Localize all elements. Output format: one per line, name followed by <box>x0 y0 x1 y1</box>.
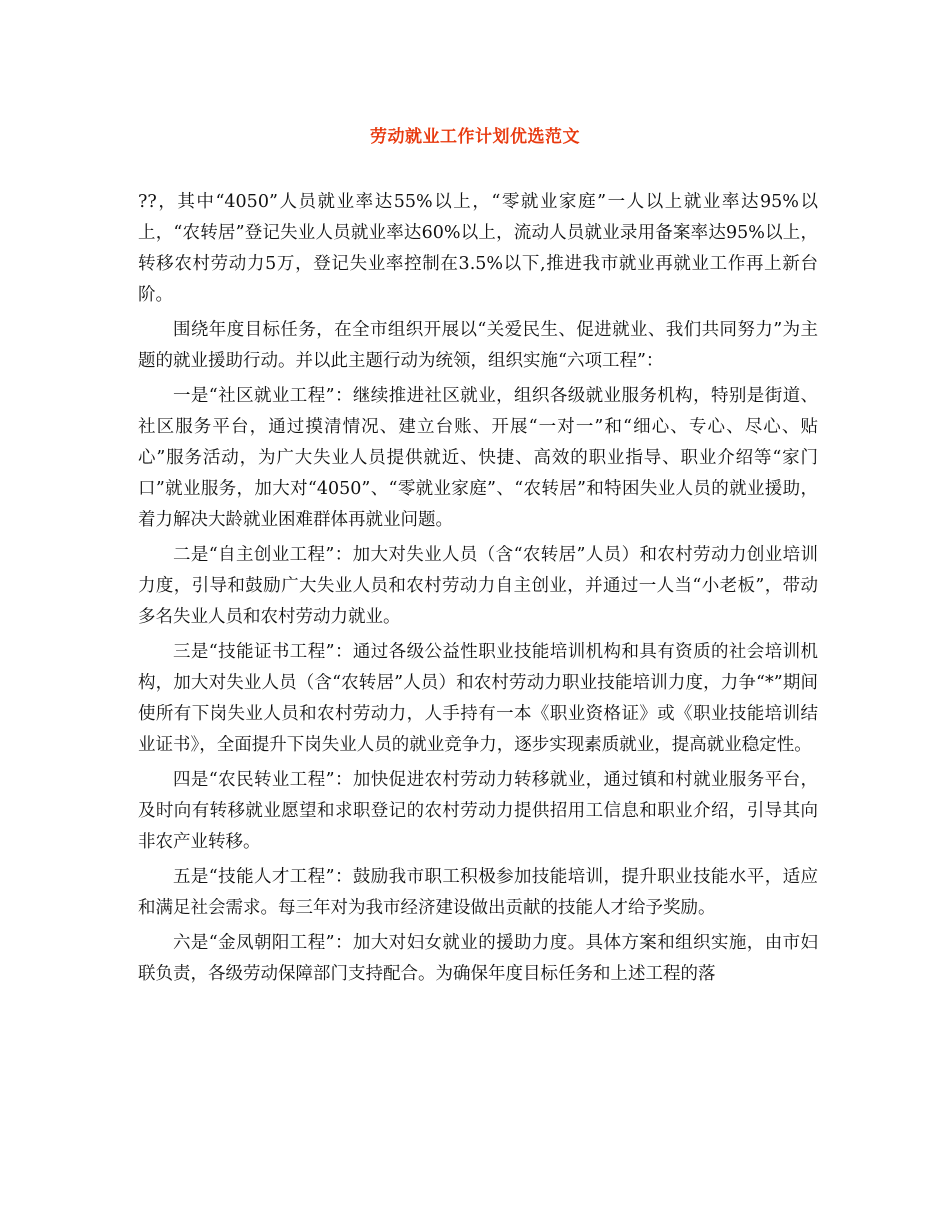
document-body <box>138 187 818 994</box>
paragraph-item-1: 一是“社区就业工程”：继续推进社区就业，组织各级就业服务机构，特别是街道、社区服务平台，通过摸清情况、建立台账、开展“一对一”和“细心、专心、尽心、贴心”服务活动，为广大失业人员提供就近、快捷、高效的职业指导、职业介绍等“家门口”就业服务，加大对“4050”、“零就业家庭”、“农转居”和特困失业人员的就业援助，着力解决大龄就业困难群体再就业问题。 <box>138 386 818 530</box>
paragraph-item-6: 六是“金凤朝阳工程”：加大对妇女就业的援助力度。具体方案和组织实施，由市妇联负责，各级劳动保障部门支持配合。为确保年度目标任务和上述工程的落 <box>138 933 818 984</box>
paragraph-item-3: 三是“技能证书工程”：通过各级公益性职业技能培训机构和具有资质的社会培训机构，加大对失业人员（含“农转居”人员）和农村劳动力职业技能培训力度，力争“*”期间使所有下岗失业人员和农村劳动力，人手持有一本《职业资格证》或《职业技能培训结业证书》，全面提升下岗失业人员的就业竞争力，逐步实现素质就业，提高就业稳定性。 <box>138 642 818 755</box>
paragraph-overview: 围绕年度目标任务，在全市组织开展以“关爱民生、促进就业、我们共同努力”为主题的就业援助行动。并以此主题行动为统领，组织实施“六项工程”： <box>138 320 818 371</box>
paragraph-item-5: 五是“技能人才工程”：鼓励我市职工积极参加技能培训，提升职业技能水平，适应和满足社会需求。每三年对为我市经济建设做出贡献的技能人才给予奖励。 <box>138 867 818 918</box>
document-title: 劳动就业工作计划优选范文 <box>370 127 580 147</box>
paragraph-item-2: 二是“自主创业工程”：加大对失业人员（含“农转居”人员）和农村劳动力创业培训力度，引导和鼓励广大失业人员和农村劳动力自主创业，并通过一人当“小老板”，带动多名失业人员和农村劳动力就业。 <box>138 545 818 627</box>
paragraph-continuation: ??，其中“4050”人员就业率达55%以上，“零就业家庭”一人以上就业率达95%以上，“农转居”登记失业人员就业率达60%以上，流动人员就业录用备案率达95%以上，转移农村劳动力5万，登记失业率控制在3.5%以下,推进我市就业再就业工作再上新台阶。 <box>138 192 818 305</box>
paragraph-item-4: 四是“农民转业工程”：加快促进农村劳动力转移就业，通过镇和村就业服务平台，及时向有转移就业愿望和求职登记的农村劳动力提供招用工信息和职业介绍，引导其向非农产业转移。 <box>138 770 818 852</box>
